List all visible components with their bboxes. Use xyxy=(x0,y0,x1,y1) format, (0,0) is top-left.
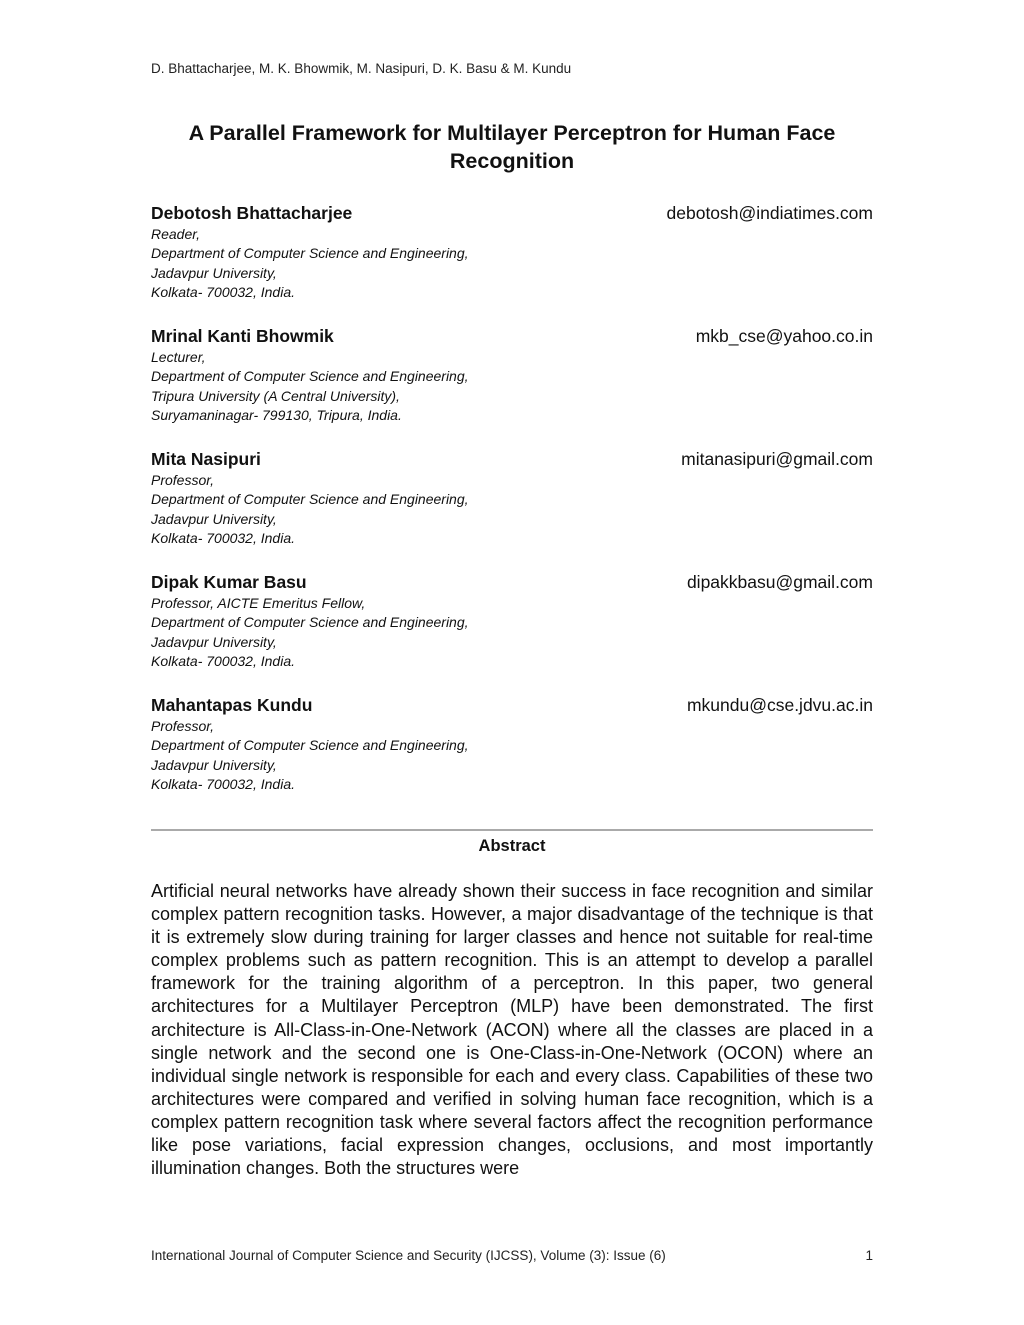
author-role: Professor, xyxy=(151,472,215,488)
author-department: Department of Computer Science and Engineering, xyxy=(151,245,469,262)
author-location: Kolkata- 700032, India. xyxy=(151,652,295,669)
author-institution: Jadavpur University, xyxy=(151,510,277,527)
section-divider xyxy=(151,829,873,831)
author-institution: Jadavpur University, xyxy=(151,264,277,281)
author-name: Mrinal Kanti Bhowmik xyxy=(151,326,334,346)
page-number: 1 xyxy=(865,1248,873,1263)
author-block xyxy=(151,447,873,570)
author-email[interactable]: mkb_cse@yahoo.co.in xyxy=(695,326,873,346)
author-role: Reader, xyxy=(151,226,201,242)
author-location: Kolkata- 700032, India. xyxy=(151,529,295,546)
author-list xyxy=(151,201,873,816)
author-department: Department of Computer Science and Engineering, xyxy=(151,368,469,385)
author-institution: Jadavpur University, xyxy=(151,756,277,773)
author-block xyxy=(151,693,873,816)
author-role: Lecturer, xyxy=(151,349,206,365)
page-footer xyxy=(151,1248,873,1263)
author-institution: Jadavpur University, xyxy=(151,633,277,650)
author-role: Professor, xyxy=(151,718,215,734)
author-block xyxy=(151,201,873,324)
author-location: Kolkata- 700032, India. xyxy=(151,283,295,300)
author-role: Professor, AICTE Emeritus Fellow, xyxy=(151,595,366,611)
author-location: Suryamaninagar- 799130, Tripura, India. xyxy=(151,406,402,423)
author-department: Department of Computer Science and Engineering, xyxy=(151,614,469,631)
author-email[interactable]: mitanasipuri@gmail.com xyxy=(681,449,873,469)
author-department: Department of Computer Science and Engineering, xyxy=(151,737,469,754)
author-location: Kolkata- 700032, India. xyxy=(151,775,295,792)
author-email[interactable]: mkundu@cse.jdvu.ac.in xyxy=(686,695,873,715)
abstract-text: Artificial neural networks have already shown their success in face recognition and similar complex pattern recognition tasks. However, a major disadvantage of the technique is that it is extremely slow during training for larger classes and hence not suitable for real-time complex problems such as pattern recognition. This is an attempt to develop a parallel framework for the training algorithm of a perceptron. In this paper, two general architectures for a Multilayer Perceptron (MLP) have been demonstrated. The first architecture is All-Class-in-One-Network (ACON) where all the classes are placed in a single network and the second one is One-Class-in-One-Network (OCON) where an individual single network is responsible for each and every class. Capabilities of these two architectures were compared and verified in solving human face recognition, which is a complex pattern recognition task where several factors affect the recognition performance like pose variations, facial expression changes, occlusions, and most importantly illumination changes. Both the structures were xyxy=(151,881,873,1179)
author-institution: Tripura University (A Central University), xyxy=(151,387,400,404)
author-department: Department of Computer Science and Engineering, xyxy=(151,491,469,508)
author-name: Mita Nasipuri xyxy=(151,449,261,469)
journal-citation: International Journal of Computer Science and Security (IJCSS), Volume (3): Issue (6) xyxy=(151,1248,666,1263)
author-name: Dipak Kumar Basu xyxy=(151,572,307,592)
paper-title: A Parallel Framework for Multilayer Perceptron for Human Face Recognition xyxy=(188,121,836,173)
running-header: D. Bhattacharjee, M. K. Bhowmik, M. Nasipuri, D. K. Basu & M. Kundu xyxy=(151,61,572,76)
author-block xyxy=(151,324,873,447)
author-block xyxy=(151,570,873,693)
abstract-heading: Abstract xyxy=(478,837,546,855)
author-email[interactable]: dipakkbasu@gmail.com xyxy=(686,572,873,592)
author-name: Mahantapas Kundu xyxy=(151,695,313,715)
author-email[interactable]: debotosh@indiatimes.com xyxy=(666,203,873,223)
author-name: Debotosh Bhattacharjee xyxy=(151,203,353,223)
